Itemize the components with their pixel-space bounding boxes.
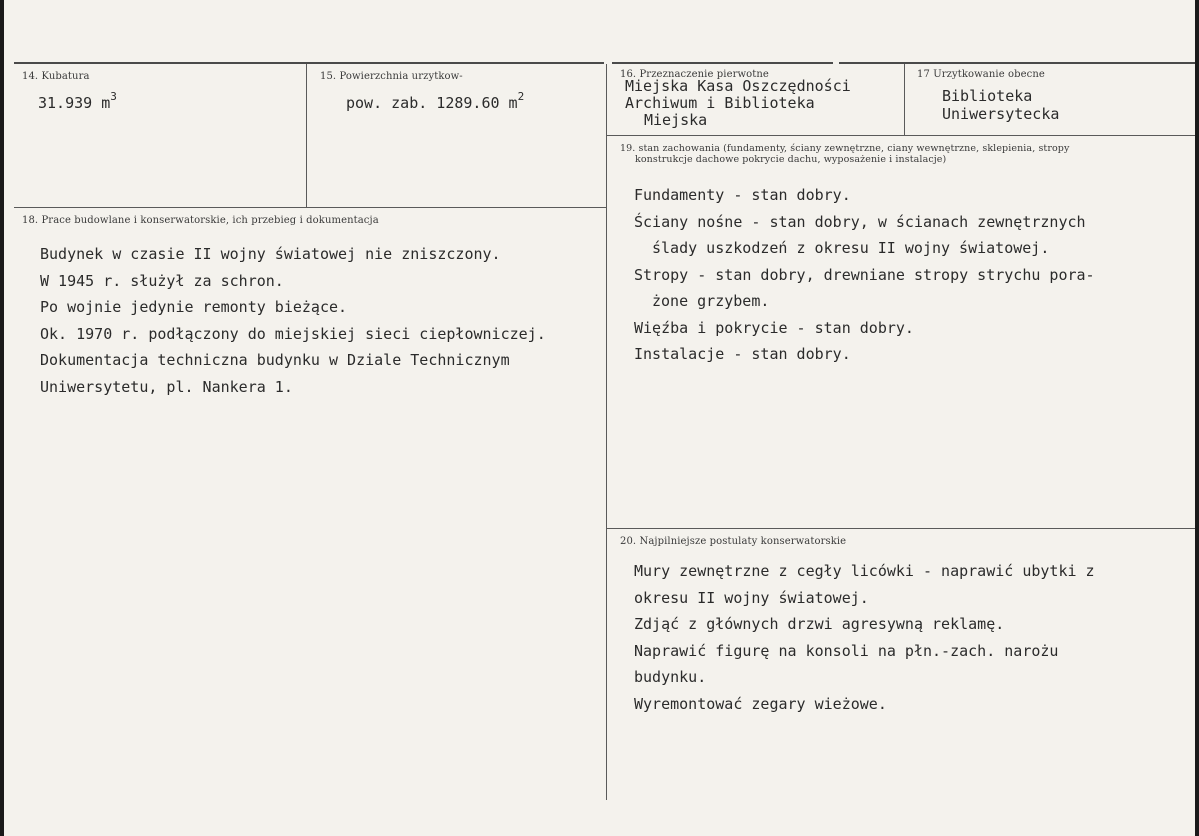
field-19-line: ślady uszkodzeń z okresu II wojny światowej. [652,239,1050,257]
rule-above-20 [607,528,1195,529]
field-20-line: okresu II wojny światowej. [634,588,869,607]
field-16-label: 16. Przeznaczenie pierwotne [620,69,769,80]
top-rule-left [14,62,604,64]
field-18-line: Po wojnie jedynie remonty bieżące. [40,298,348,316]
field-17-value [942,87,1059,123]
field-19-text [634,182,1095,368]
field-18-line: Uniwersytetu, pl. Nankera 1. [40,377,293,396]
field-19-line: Ściany nośne - stan dobry, w ścianach zewnętrznych [634,212,1086,231]
card-right-edge [1195,0,1199,836]
unit-exponent: 2 [517,90,525,103]
field-19-line: Stropy - stan dobry, drewniane stropy strychu pora- [634,265,1095,284]
center-divider [606,64,607,800]
field-19-label-line: 19. stan zachowania (fundamenty, ściany zewnętrzne, ciany wewnętrzne, sklepienia, stropy [620,143,1070,154]
field-15-label: 15. Powierzchnia urzytkow- [320,71,463,82]
card-left-edge [0,0,4,836]
unit-exponent: 3 [110,90,117,103]
field-14-label: 14. Kubatura [22,71,90,82]
divider-14-15 [306,64,307,207]
field-16-value [625,78,851,129]
field-19-line: żone grzybem. [652,292,770,310]
field-19-line: Instalacje - stan dobry. [634,345,851,363]
field-19-line: Fundamenty - stan dobry. [634,186,851,204]
top-rule-mid [612,62,833,64]
field-20-text [634,558,1095,717]
field-18-label: 18. Prace budowlane i konserwatorskie, ich przebieg i dokumentacja [22,215,379,226]
divider-16-17 [904,64,905,135]
top-rule-right [839,62,1195,64]
field-20-line: Zdjąć z głównych drzwi agresywną reklamę. [634,615,1005,633]
field-20-line: Mury zewnętrzne z cegły licówki - naprawić ubytki z [634,562,1095,580]
field-17-line: Uniwersytecka [942,105,1060,123]
field-15-value: pow. zab. 1289.60 $m^2$ [346,90,525,112]
field-20-line: budynku. [634,668,707,686]
field-19-label-line: konstrukcje dachowe pokrycie dachu, wyposażenie i instalacje) [635,154,947,165]
field-20-line: Wyremontować zegary wieżowe. [634,694,887,713]
field-18-text [40,241,546,400]
field-20-line: Naprawić figurę na konsoli na płn.-zach. narożu [634,641,1059,660]
field-18-line: W 1945 r. służył za schron. [40,271,284,290]
field-19-line: Więźba i pokrycie - stan dobry. [634,318,914,337]
field-16-line: Miejska Kasa Oszczędności [625,77,851,95]
field-18-line: Ok. 1970 r. podłączony do miejskiej sieci ciepłowniczej. [40,324,546,343]
field-18-line: Budynek w czasie II wojny światowej nie zniszczony. [40,245,501,263]
field-19-label [620,143,1069,165]
rule-above-18 [14,207,606,208]
field-16-line: Miejska [644,111,708,129]
field-20-label: 20. Najpilniejsze postulaty konserwatorskie [620,536,847,547]
field-17-label: 17 Urzytkowanie obecne [917,69,1045,80]
field-14-value: 31.939 $m^3$ [38,90,117,112]
field-18-line: Dokumentacja techniczna budynku w Dziale Technicznym [40,351,510,369]
rule-above-19 [607,135,1195,136]
field-17-line: Biblioteka [942,87,1033,105]
field-16-line: Archiwum i Biblioteka [625,94,815,112]
